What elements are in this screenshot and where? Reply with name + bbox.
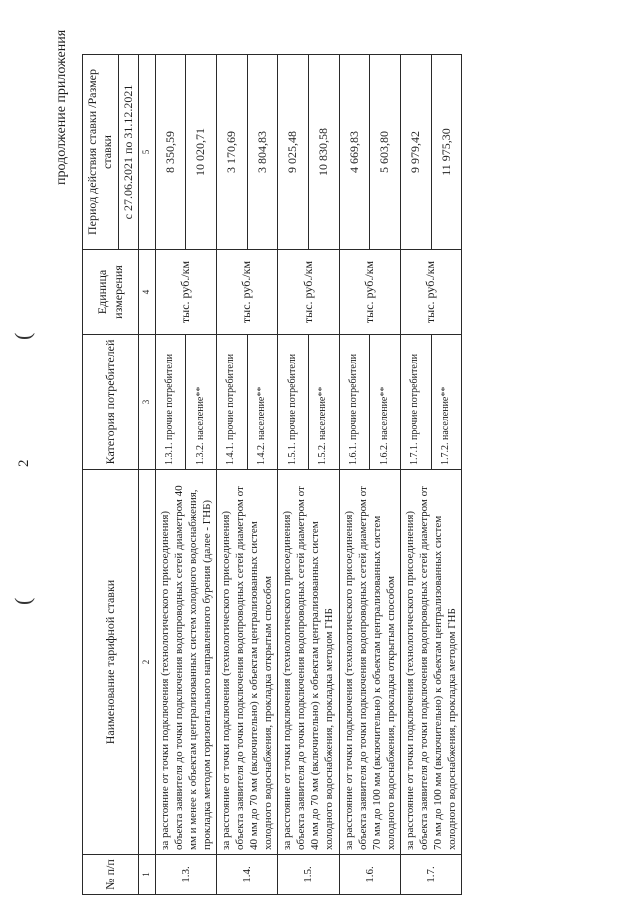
rotated-sheet xyxy=(10,0,630,905)
rate-value: 9 979,42 xyxy=(400,55,431,250)
rate-value: 10 830,58 xyxy=(308,55,339,250)
tariff-table xyxy=(82,54,462,895)
rate-name: за расстояние от точки подключения (технологического присоединения) объекта заявителя до точки подключения водопроводных сетей диаметром от 40 мм до 70 мм (включительно) к объектам централизованных систем холодного водоснабжения, прокладка открытым способом xyxy=(216,470,277,855)
unit-cell: тыс. руб./км xyxy=(155,250,216,335)
consumer-category: 1.3.2. население** xyxy=(186,335,217,470)
table-row xyxy=(278,55,309,895)
rate-value: 8 350,59 xyxy=(155,55,186,250)
index-cell: 1 xyxy=(139,855,156,895)
rate-name: за расстояние от точки подключения (технологического присоединения) объекта заявителя до точки подключения водопроводных сетей диаметром от 70 мм до 100 мм (включительно) к объектам централизованных систем холодного водоснабжения, прокладка открытым способом xyxy=(339,470,400,855)
header-date-range: с 27.06.2021 по 31.12.2021 xyxy=(118,55,138,250)
header-num: № п/п xyxy=(83,855,139,895)
unit-cell: тыс. руб./км xyxy=(400,250,461,335)
consumer-category: 1.7.1. прочие потребители xyxy=(400,335,431,470)
right-bracket-mark: ( xyxy=(10,332,35,340)
index-cell: 2 xyxy=(139,470,156,855)
consumer-category: 1.4.1. прочие потребители xyxy=(216,335,247,470)
consumer-category: 1.4.2. население** xyxy=(247,335,278,470)
index-row xyxy=(139,55,156,895)
row-number: 1.7. xyxy=(400,855,461,895)
rate-name: за расстояние от точки подключения (технологического присоединения) объекта заявителя до точки подключения водопроводных сетей диаметром 40 мм и менее к объектам централизованных систем холодного водоснабжения, прокладка методом горизонтального направленного бурения (далее - ГНБ) xyxy=(155,470,216,855)
table-row xyxy=(339,55,370,895)
table-row xyxy=(400,55,431,895)
table-row xyxy=(216,55,247,895)
consumer-category: 1.3.1. прочие потребители xyxy=(155,335,186,470)
index-cell: 5 xyxy=(139,55,156,250)
unit-cell: тыс. руб./км xyxy=(216,250,277,335)
header-name: Наименование тарифной ставки xyxy=(83,470,139,855)
index-cell: 4 xyxy=(139,250,156,335)
page-number: 2 xyxy=(16,459,32,467)
consumer-category: 1.7.2. население** xyxy=(431,335,462,470)
consumer-category: 1.6.2. население** xyxy=(370,335,401,470)
rate-value: 3 170,69 xyxy=(216,55,247,250)
consumer-category: 1.5.2. население** xyxy=(308,335,339,470)
page-header xyxy=(10,0,50,905)
header-row xyxy=(83,55,119,895)
rate-name: за расстояние от точки подключения (технологического присоединения) объекта заявителя до точки подключения водопроводных сетей диаметром от 40 мм до 70 мм (включительно) к объектам централизованных систем холодного водоснабжения, прокладка методом ГНБ xyxy=(278,470,339,855)
consumer-category: 1.5.1. прочие потребители xyxy=(278,335,309,470)
rate-value: 4 669,83 xyxy=(339,55,370,250)
rate-value: 11 975,30 xyxy=(431,55,462,250)
row-number: 1.3. xyxy=(155,855,216,895)
unit-cell: тыс. руб./км xyxy=(339,250,400,335)
continuation-note: продолжение приложения xyxy=(54,29,69,185)
unit-cell: тыс. руб./км xyxy=(278,250,339,335)
header-unit: Единица измерения xyxy=(83,250,139,335)
rate-value: 9 025,48 xyxy=(278,55,309,250)
index-cell: 3 xyxy=(139,335,156,470)
rate-value: 5 603,80 xyxy=(370,55,401,250)
table-row xyxy=(155,55,186,895)
rate-name: за расстояние от точки подключения (технологического присоединения) объекта заявителя до точки подключения водопроводных сетей диаметром от 70 мм до 100 мм (включительно) к объектам централизованных систем холодного водоснабжения, прокладка методом ГНБ xyxy=(400,470,461,855)
header-category: Категория потребителей xyxy=(83,335,139,470)
left-bracket-mark: ( xyxy=(10,597,35,605)
row-number: 1.4. xyxy=(216,855,277,895)
rate-value: 3 804,83 xyxy=(247,55,278,250)
header-period: Период действия ставки /Размер ставки xyxy=(83,55,119,250)
row-number: 1.6. xyxy=(339,855,400,895)
consumer-category: 1.6.1. прочие потребители xyxy=(339,335,370,470)
rate-value: 10 020,71 xyxy=(186,55,217,250)
row-number: 1.5. xyxy=(278,855,339,895)
